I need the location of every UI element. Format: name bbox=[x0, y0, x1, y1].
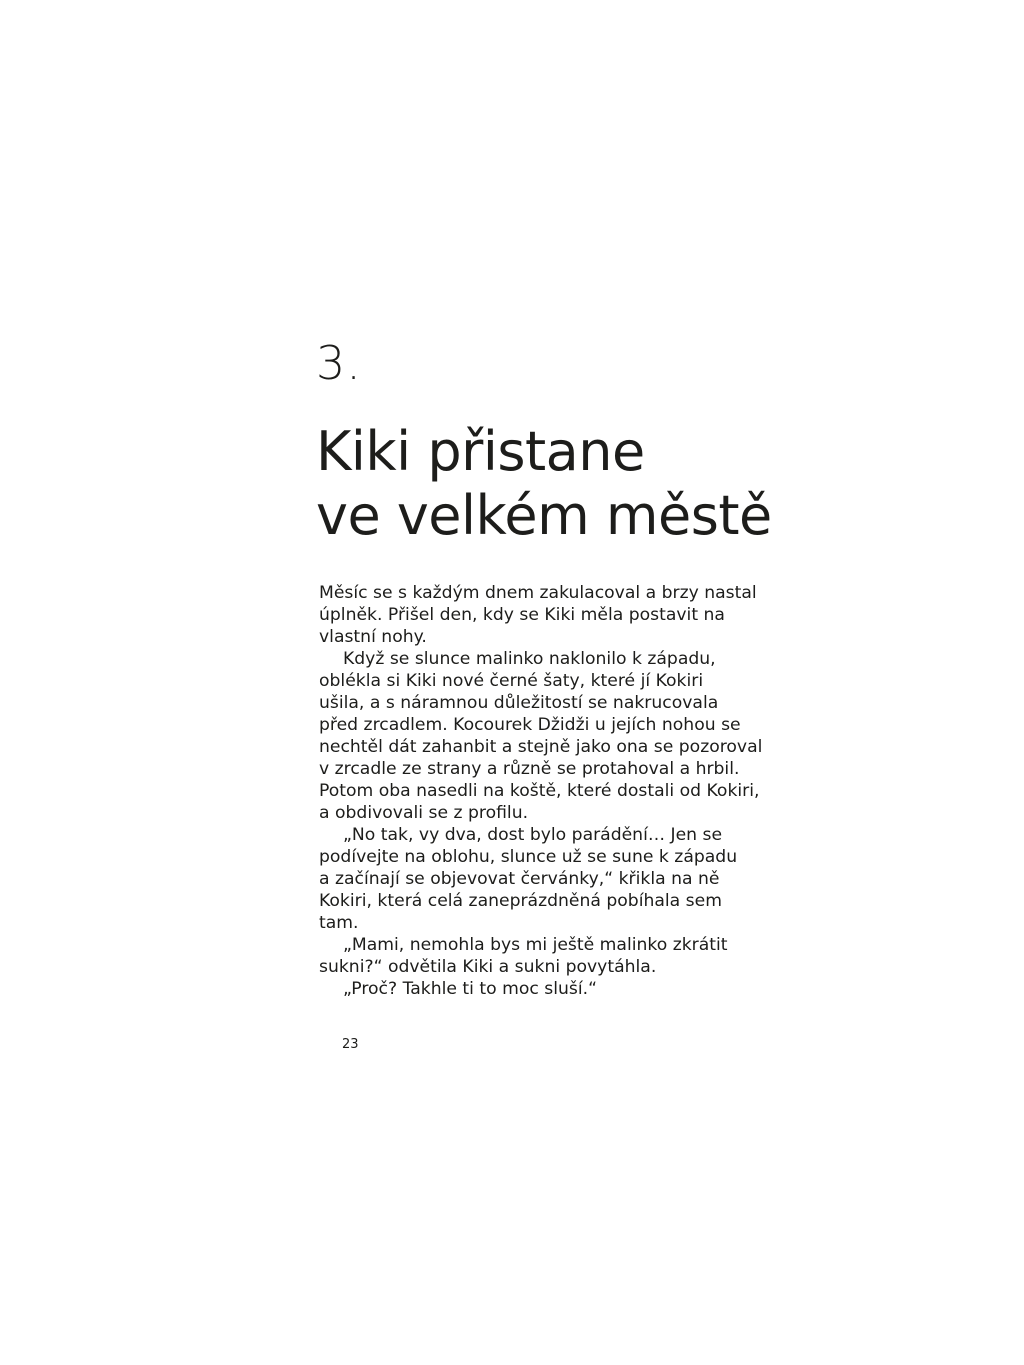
text-line: Když se slunce malinko naklonilo k západu, bbox=[343, 649, 716, 669]
text-line: Potom oba nasedli na koště, které dostali od Kokiri, bbox=[319, 781, 760, 801]
text-line: Kokiri, která celá zaneprázdněná pobíhala sem bbox=[319, 891, 722, 911]
text-line: sukni?“ odvětila Kiki a sukni povytáhla. bbox=[319, 957, 657, 977]
chapter-title bbox=[316, 420, 796, 548]
text-line: vlastní nohy. bbox=[319, 627, 427, 647]
text-line: podívejte na oblohu, slunce už se sune k západu bbox=[319, 847, 738, 867]
text-line: a obdivovali se z profilu. bbox=[319, 803, 529, 823]
text-line: Měsíc se s každým dnem zakulacoval a brzy nastal bbox=[319, 583, 757, 603]
chapter-number: 3. bbox=[316, 336, 362, 390]
text-line: ušila, a s náramnou důležitostí se nakrucovala bbox=[319, 693, 719, 713]
text-line: oblékla si Kiki nové černé šaty, které jí Kokiri bbox=[319, 671, 704, 691]
chapter-title-line: ve velkém městě bbox=[316, 484, 772, 547]
chapter-title-line: Kiki přistane bbox=[316, 420, 645, 483]
text-line: nechtěl dát zahanbit a stejně jako ona se pozoroval bbox=[319, 737, 763, 757]
text-line: úplněk. Přišel den, kdy se Kiki měla postavit na bbox=[319, 605, 725, 625]
text-line: a začínají se objevovat červánky,“ křikla na ně bbox=[319, 869, 720, 889]
text-line: „Mami, nemohla bys mi ještě malinko zkrátit bbox=[343, 935, 728, 955]
text-line: v zrcadle ze strany a různě se protahoval a hrbil. bbox=[319, 759, 740, 779]
text-line: tam. bbox=[319, 913, 359, 933]
text-line: před zrcadlem. Kocourek Džidži u jejích nohou se bbox=[319, 715, 741, 735]
text-line: „Proč? Takhle ti to moc sluší.“ bbox=[343, 979, 598, 999]
page-number: 23 bbox=[342, 1037, 359, 1052]
text-line: „No tak, vy dva, dost bylo parádění… Jen se bbox=[343, 825, 723, 845]
body-text bbox=[319, 582, 763, 1000]
